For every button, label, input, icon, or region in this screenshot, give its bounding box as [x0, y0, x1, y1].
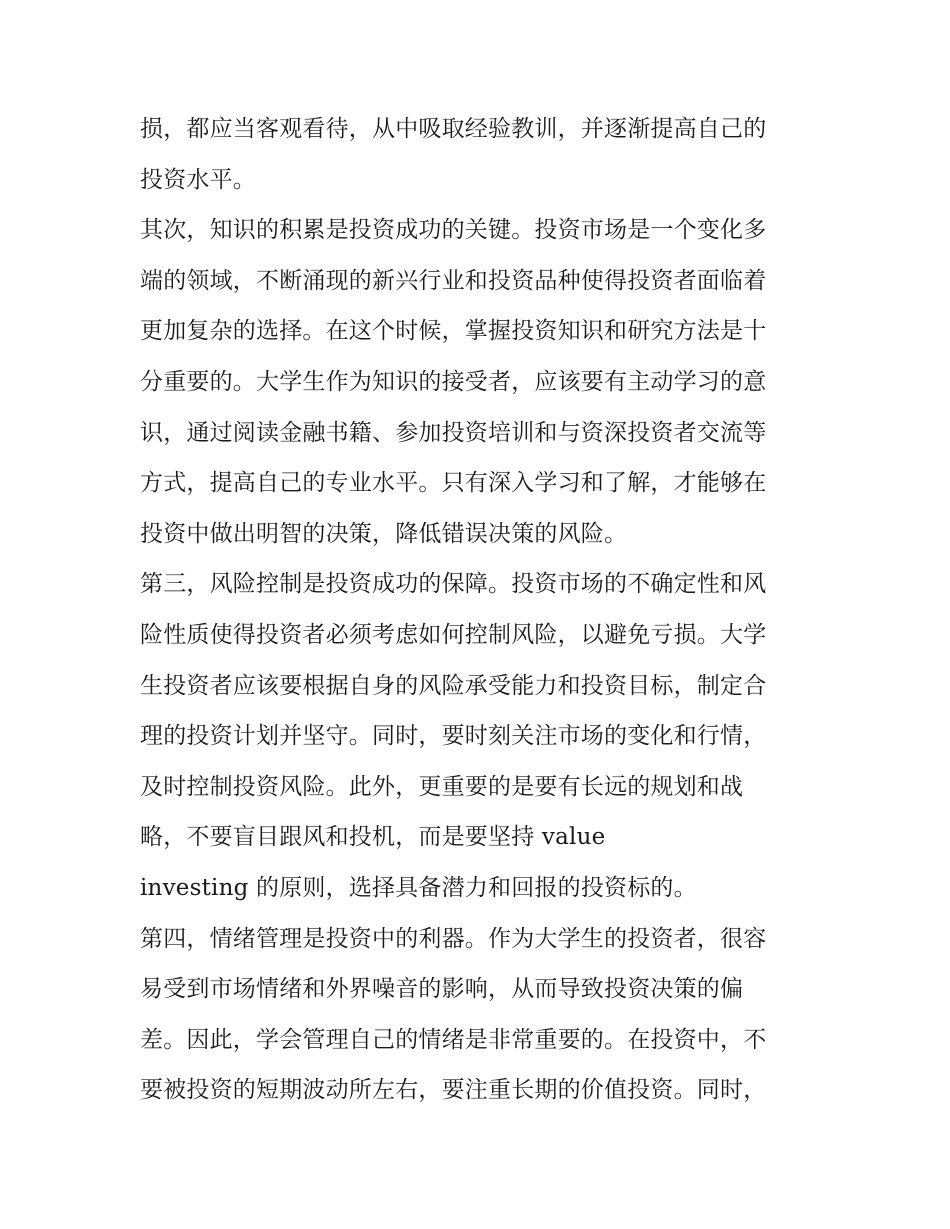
text-line: 易受到市场情绪和外界噪音的影响，从而导致投资决策的偏 [140, 976, 744, 1003]
text-line: 及时控制投资风险。此外，更重要的是要有长远的规划和战 [140, 773, 744, 800]
text-line: 差。因此，学会管理自己的情绪是非常重要的。在投资中，不 [140, 1026, 767, 1053]
text-line: investing 的原则，选择具备潜力和回报的投资标的。 [140, 874, 697, 901]
text-line: 损，都应当客观看待，从中吸取经验教训，并逐渐提高自己的 [140, 116, 767, 142]
text-line: 第四，情绪管理是投资中的利器。作为大学生的投资者，很容 [140, 925, 767, 952]
text-line: 其次，知识的积累是投资成功的关键。投资市场是一个变化多 [140, 217, 767, 244]
text-line: 理的投资计划并坚守。同时，要时刻关注市场的变化和行情， [140, 723, 767, 750]
text-line: 分重要的。大学生作为知识的接受者，应该要有主动学习的意 [140, 368, 767, 395]
text-line: 要被投资的短期波动所左右，要注重长期的价值投资。同时， [140, 1077, 767, 1104]
text-line: 端的领域，不断涌现的新兴行业和投资品种使得投资者面临着 [140, 267, 767, 294]
text-line: 投资中做出明智的决策，降低错误决策的风险。 [140, 520, 628, 547]
text-line: 生投资者应该要根据自身的风险承受能力和投资目标，制定合 [140, 672, 767, 699]
text-line: 识，通过阅读金融书籍、参加投资培训和与资深投资者交流等 [140, 419, 767, 446]
text-line: 第三，风险控制是投资成功的保障。投资市场的不确定性和风 [140, 571, 767, 598]
text-line: 略，不要盲目跟风和投机，而是要坚持 value [140, 824, 606, 851]
text-line: 险性质使得投资者必须考虑如何控制风险，以避免亏损。大学 [140, 621, 767, 648]
text-line: 投资水平。 [140, 166, 256, 193]
text-line: 方式，提高自己的专业水平。只有深入学习和了解，才能够在 [140, 470, 767, 497]
body-text [140, 104, 820, 1116]
text-line: 更加复杂的选择。在这个时候，掌握投资知识和研究方法是十 [140, 318, 767, 345]
